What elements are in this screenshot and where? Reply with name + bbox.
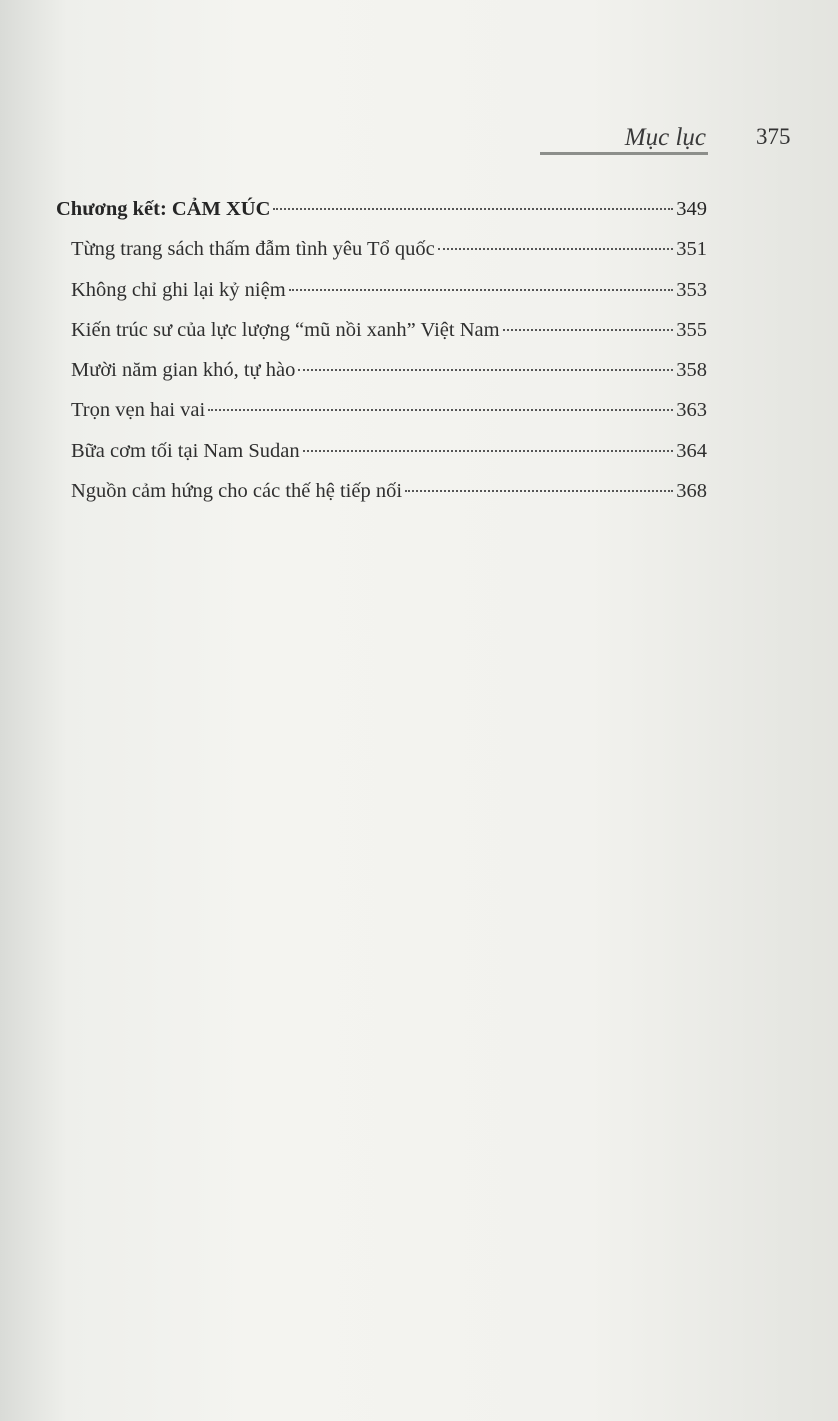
dot-leader bbox=[298, 369, 673, 371]
running-title: Mục lục bbox=[624, 124, 706, 151]
toc-entry-title: Kiến trúc sư của lực lượng “mũ nồi xanh” Việt Nam bbox=[71, 318, 500, 341]
dot-leader bbox=[208, 409, 673, 411]
toc-chapter-page: 349 bbox=[676, 198, 707, 220]
toc-entry bbox=[56, 238, 707, 278]
toc-entry-title: Trọn vẹn hai vai bbox=[71, 399, 206, 422]
dot-leader bbox=[273, 208, 673, 210]
toc-entry bbox=[56, 399, 707, 439]
toc-entry bbox=[56, 319, 707, 359]
toc-chapter-title: Chương kết: CẢM XÚC bbox=[56, 198, 271, 220]
toc-entry-title: Từng trang sách thấm đẫm tình yêu Tổ quốc bbox=[71, 238, 435, 261]
dot-leader bbox=[438, 248, 674, 250]
toc-entry-title: Bữa cơm tối tại Nam Sudan bbox=[71, 439, 300, 462]
toc-entry bbox=[56, 440, 707, 480]
toc-chapter-entry bbox=[56, 198, 707, 238]
toc-entry-page: 358 bbox=[676, 359, 707, 382]
toc-entry-page: 355 bbox=[676, 318, 707, 341]
toc-entry-page: 353 bbox=[676, 278, 707, 301]
dot-leader bbox=[405, 490, 673, 492]
toc-entry bbox=[56, 480, 707, 520]
dot-leader bbox=[303, 450, 674, 452]
toc-entry-title: Không chỉ ghi lại kỷ niệm bbox=[71, 278, 286, 301]
toc-entry-title: Nguồn cảm hứng cho các thế hệ tiếp nối bbox=[71, 480, 403, 503]
toc-entry bbox=[56, 359, 707, 399]
running-head-rule bbox=[540, 152, 708, 155]
dot-leader bbox=[289, 289, 674, 291]
page-number: 375 bbox=[756, 124, 791, 149]
table-of-contents bbox=[56, 198, 707, 520]
toc-entry-page: 351 bbox=[676, 238, 707, 261]
toc-entry-page: 363 bbox=[676, 399, 707, 422]
dot-leader bbox=[503, 329, 674, 331]
running-head bbox=[540, 124, 710, 152]
toc-entry-page: 368 bbox=[676, 480, 707, 503]
toc-entry-page: 364 bbox=[676, 439, 707, 462]
toc-entry-title: Mười năm gian khó, tự hào bbox=[71, 359, 296, 382]
toc-entry bbox=[56, 279, 707, 319]
